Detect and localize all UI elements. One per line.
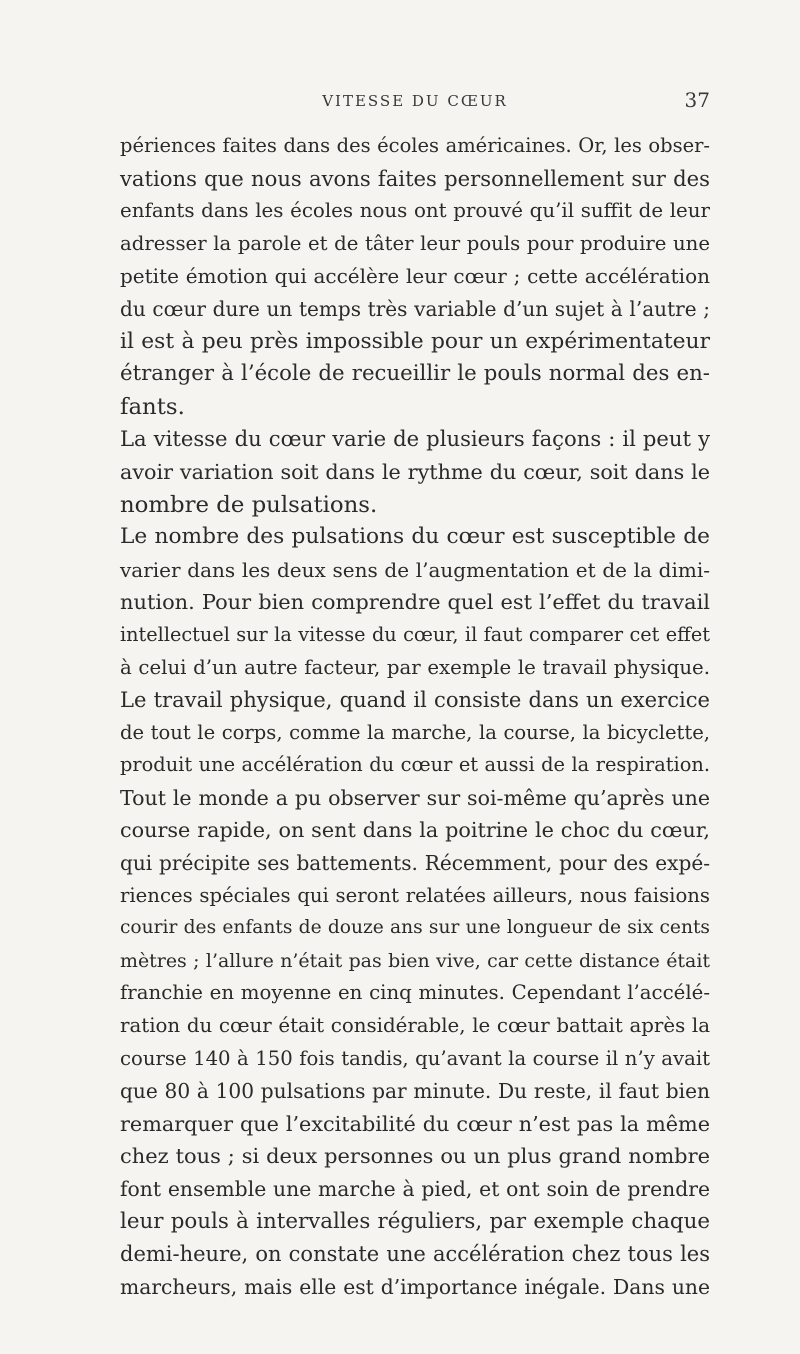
page-number: 37: [684, 88, 710, 112]
text-line: nombre de pulsations.: [120, 491, 378, 518]
text-line: demi-heure, on constate une accélération chez tous les: [120, 1241, 710, 1267]
text-line: marcheurs, mais elle est d’importance inégale. Dans une: [120, 1274, 710, 1299]
text-line: franchie en moyenne en cinq minutes. Cependant l’accélé-: [120, 981, 710, 1005]
text-line: font ensemble une marche à pied, et ont soin de prendre: [120, 1177, 710, 1201]
text-line: qui précipite ses battements. Récemment, pour des expé-: [120, 851, 710, 876]
text-line: enfants dans les écoles nous ont prouvé qu’il suffit de leur: [120, 199, 710, 223]
text-line: que 80 à 100 pulsations par minute. Du reste, il faut bien: [120, 1079, 710, 1104]
text-line: adresser la parole et de tâter leur pouls pour produire une: [120, 231, 710, 255]
text-line: vations que nous avons faites personnellement sur des: [120, 165, 710, 191]
text-line: avoir variation soit dans le rythme du cœur, soit dans le: [120, 459, 710, 484]
text-line: courir des enfants de douze ans sur une longueur de six cents: [120, 917, 710, 939]
paragraph: [120, 423, 710, 521]
text-line: riences spéciales qui seront relatées ailleurs, nous faisions: [120, 883, 710, 907]
body-text: [120, 130, 710, 1303]
text-line: petite émotion qui accélère leur cœur ; cette accélération: [120, 264, 710, 289]
text-line: leur pouls à intervalles réguliers, par exemple chaque: [120, 1208, 710, 1234]
text-line: Tout le monde a pu observer sur soi-même qu’après une: [120, 785, 710, 810]
text-line: Le nombre des pulsations du cœur est susceptible de: [120, 524, 710, 550]
text-line: remarquer que l’excitabilité du cœur n’est pas la même: [120, 1111, 710, 1136]
text-line: étranger à l’école de recueillir le pouls normal des en-: [120, 361, 710, 387]
text-line: chez tous ; si deux personnes ou un plus grand nombre: [120, 1144, 710, 1169]
text-line: fants.: [120, 393, 185, 420]
paragraph: [120, 521, 710, 1303]
paragraph: [120, 130, 710, 423]
text-line: nution. Pour bien comprendre quel est l’effet du travail: [120, 590, 710, 615]
running-title: VITESSE DU CŒUR: [322, 92, 508, 110]
text-line: produit une accélération du cœur et aussi de la respiration.: [120, 753, 710, 777]
text-line: intellectuel sur la vitesse du cœur, il faut comparer cet effet: [120, 622, 710, 646]
text-line: course 140 à 150 fois tandis, qu’avant la course il n’y avait: [120, 1046, 710, 1070]
text-line: La vitesse du cœur varie de plusieurs façons : il peut y: [120, 426, 710, 452]
text-line: Le travail physique, quand il consiste dans un exercice: [120, 687, 710, 713]
text-line: à celui d’un autre facteur, par exemple le travail physique.: [120, 655, 710, 679]
text-line: du cœur dure un temps très variable d’un sujet à l’autre ;: [120, 296, 710, 321]
running-header: [120, 88, 710, 112]
text-line: de tout le corps, comme la marche, la course, la bicyclette,: [120, 720, 710, 744]
text-line: varier dans les deux sens de l’augmentation et de la dimi-: [120, 557, 710, 582]
text-line: ration du cœur était considérable, le cœur battait après la: [120, 1014, 710, 1038]
text-line: périences faites dans des écoles américaines. Or, les obser-: [120, 134, 710, 157]
text-line: course rapide, on sent dans la poitrine le choc du cœur,: [120, 818, 710, 843]
text-line: mètres ; l’allure n’était pas bien vive, car cette distance était: [120, 949, 710, 972]
text-line: il est à peu près impossible pour un expérimentateur: [120, 328, 710, 354]
